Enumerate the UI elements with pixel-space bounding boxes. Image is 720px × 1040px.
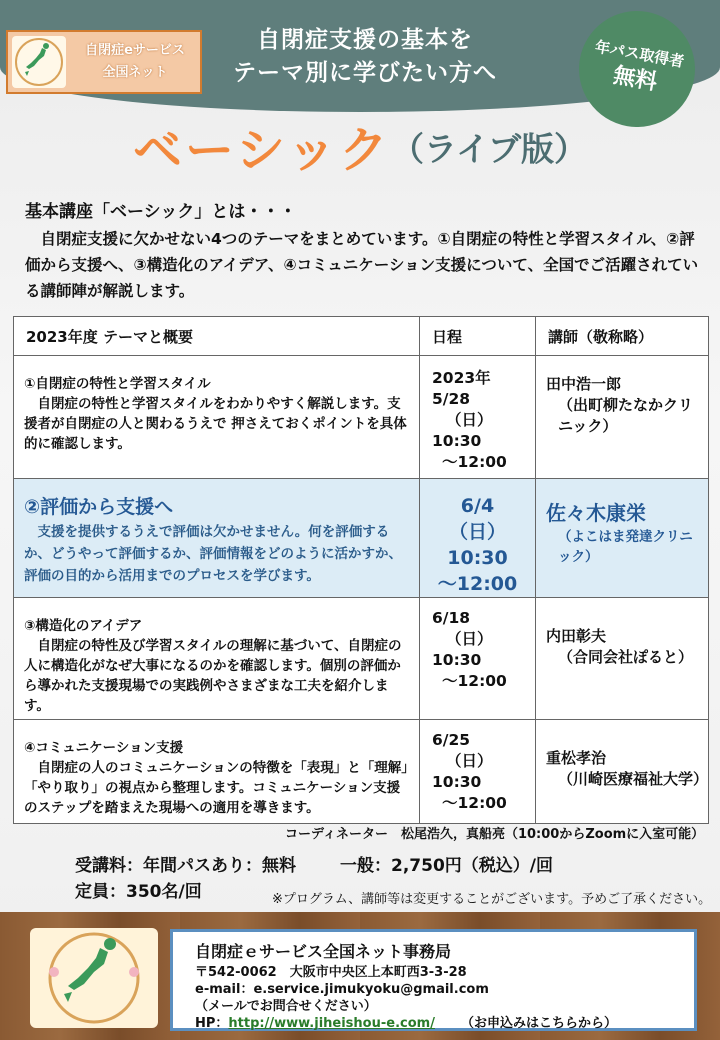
badge-line1: 年パス取得者 xyxy=(593,37,686,71)
office-address: 〒542-0062 大阪市中央区上本町西3-3-28 xyxy=(195,965,467,980)
main-title xyxy=(0,112,720,182)
date-line: 5/28 xyxy=(432,390,471,408)
lecturer-affiliation: （出町柳たなかクリニック） xyxy=(558,396,694,435)
organization-logo xyxy=(6,30,202,94)
header-lecturer: 講師（敬称略） xyxy=(536,317,709,356)
lecturer-name: 田中浩一郎 xyxy=(546,375,622,393)
intro-heading: 基本講座「ベーシック」とは・・・ xyxy=(25,202,297,222)
date-line: 6/18 xyxy=(432,609,471,627)
fee-line xyxy=(75,853,553,879)
office-hp-label: HP： xyxy=(195,1016,229,1031)
lecturer-name: 内田彰夫 xyxy=(546,627,607,645)
date-line: 10:30 xyxy=(447,547,508,569)
main-title-text: ベーシック xyxy=(132,122,391,179)
date-line: （日） xyxy=(446,411,493,429)
date-line: （日） xyxy=(446,630,493,648)
session-date xyxy=(420,598,535,692)
date-line: ～12:00 xyxy=(442,453,507,471)
office-hp-note: （お申込みはこちらから） xyxy=(460,1016,617,1031)
japan-map-icon xyxy=(30,928,158,1028)
intro-body: 自閉症支援に欠かせない4つのテーマをまとめています。①自閉症の特性と学習スタイル、②評価から支援へ、③構造化のアイデア、④コミュニケーション支援について、全国でご活躍されている講師陣が解説します。 xyxy=(25,230,699,300)
table-row xyxy=(14,598,709,720)
date-line: （日） xyxy=(448,521,506,543)
date-line: 10:30 xyxy=(432,432,482,450)
header-title-line1: 自閉症支援の基本を xyxy=(257,27,473,53)
table-header-row xyxy=(14,317,709,356)
theme-title: ②評価から支援へ xyxy=(24,496,174,518)
session-date xyxy=(420,356,535,473)
date-line: 10:30 xyxy=(432,773,482,791)
date-line: 6/4 xyxy=(460,495,495,517)
office-hp-line xyxy=(195,1015,694,1032)
date-line: 10:30 xyxy=(432,651,482,669)
date-line: ～12:00 xyxy=(437,573,518,595)
lecturer-affiliation: （合同会社ぽると） xyxy=(558,648,694,666)
fee-general: 一般：2,750円（税込）/回 xyxy=(340,856,553,876)
theme-description: 自閉症の特性及び学習スタイルの理解に基づいて、自閉症の人に構造化がなぜ大事になるのかを確認します。個別の評価から導かれた支援現場での実践例やさまざまな工夫を紹介します。 xyxy=(24,638,402,714)
office-hp-link[interactable]: http://www.jiheishou-e.com/ xyxy=(228,1016,435,1031)
session-date xyxy=(420,720,535,814)
header-theme: 2023年度 テーマと概要 xyxy=(14,317,420,356)
lecturer-affiliation: （よこはま発達クリニック） xyxy=(558,529,693,565)
header-title xyxy=(205,24,525,90)
office-contact-box xyxy=(170,929,697,1031)
theme-description: 自閉症の人のコミュニケーションの特徴を「表現」と「理解」「やり取り」の視点から整理します。コミュニケーション支援のステップを踏まえた現場への適用を導きます。 xyxy=(24,760,408,816)
lecturer-affiliation: （川崎医療福祉大学） xyxy=(558,770,709,788)
table-row xyxy=(14,356,709,479)
lecturer-name: 重松孝治 xyxy=(546,749,607,767)
office-name: 自閉症ｅサービス全国ネット事務局 xyxy=(195,942,452,961)
logo-text-line2: 全国ネット xyxy=(102,65,168,80)
theme-description: 支援を提供するうえで評価は欠かせません。何を評価するか、どうやって評価するか、評価情報をどのように活かすか、評価の目的から活用までのプロセスを学びます。 xyxy=(24,524,402,584)
office-email: e-mail：e.service.jimukyoku@gmail.com xyxy=(195,982,489,997)
theme-title: ③構造化のアイデア xyxy=(24,618,143,634)
date-line: ～12:00 xyxy=(442,794,507,812)
date-line: 2023年 xyxy=(432,369,491,387)
theme-description: 自閉症の特性と学習スタイルをわかりやすく解説します。支援者が自閉症の人と関わるうえで 押さえておくポイントを具体的に確認します。 xyxy=(24,396,407,452)
schedule-table xyxy=(13,316,709,824)
logo-text-line1: 自閉症eサービス xyxy=(85,43,185,58)
change-note: ※プログラム、講師等は変更することがございます。予めご了承ください。 xyxy=(272,892,712,907)
table-row xyxy=(14,479,709,598)
table-row xyxy=(14,720,709,824)
office-email-note: （メールでお問合せください） xyxy=(195,999,377,1014)
office-email-line xyxy=(195,981,694,1015)
badge-line2: 無料 xyxy=(611,63,660,96)
theme-title: ④コミュニケーション支援 xyxy=(24,740,184,756)
session-date xyxy=(420,479,535,597)
organization-logo-large xyxy=(30,928,158,1028)
japan-map-icon xyxy=(12,36,66,88)
date-line: ～12:00 xyxy=(442,672,507,690)
coordinator-text: コーディネーター 松尾浩久，真船亮（10:00からZoomに入室可能） xyxy=(285,827,705,842)
date-line: 6/25 xyxy=(432,731,471,749)
header-title-line2: テーマ別に学びたい方へ xyxy=(233,60,497,86)
intro-section xyxy=(25,200,705,304)
date-line: （日） xyxy=(446,752,493,770)
fee-member: 受講料：年間パスあり：無料 xyxy=(75,856,296,876)
capacity-text: 定員：350名/回 xyxy=(75,882,202,902)
main-title-subtext: （ライブ版） xyxy=(391,129,588,169)
theme-title: ①自閉症の特性と学習スタイル xyxy=(24,376,211,392)
header-date: 日程 xyxy=(420,317,536,356)
lecturer-name: 佐々木康栄 xyxy=(546,501,646,525)
